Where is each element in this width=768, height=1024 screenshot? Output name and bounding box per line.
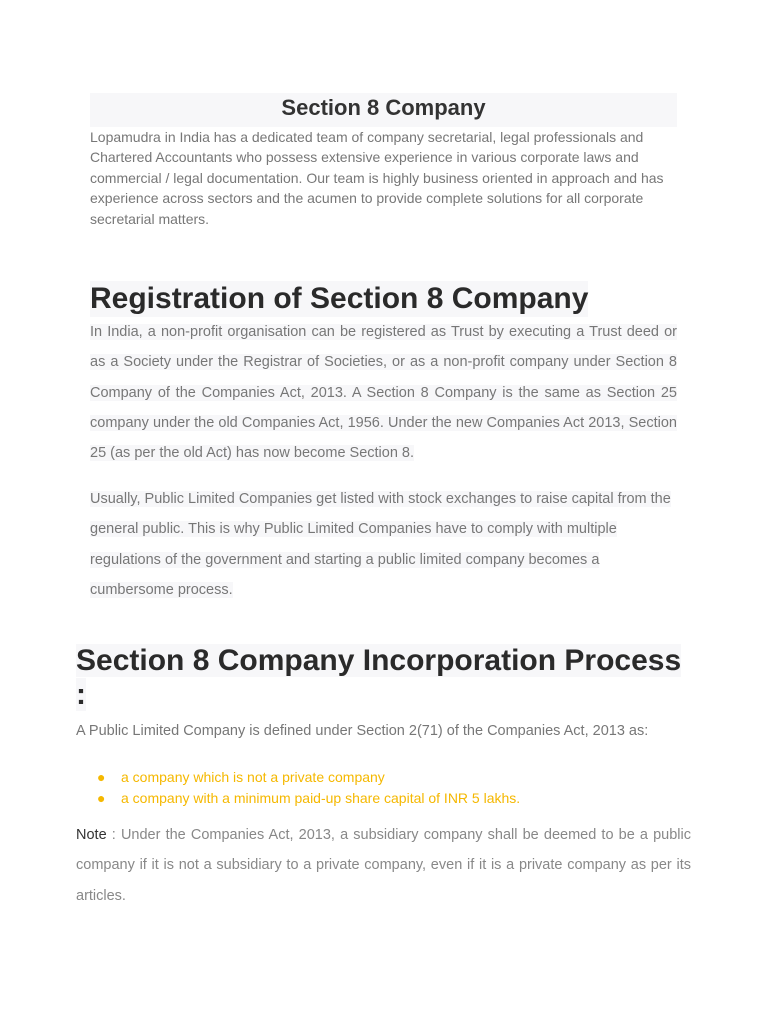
bullet-icon: ● — [97, 769, 106, 785]
note-text: : Under the Companies Act, 2013, a subsidiary company shall be deemed to be a public company if it is not a subsidiary to a private company, even if it is a private company as per its articles. — [76, 827, 691, 904]
registration-paragraph-2 — [90, 484, 680, 605]
incorporation-heading — [76, 644, 686, 712]
bullet-list — [97, 767, 520, 809]
registration-paragraph-2-text: Usually, Public Limited Companies get listed with stock exchanges to raise capital from the general public. This is why Public Limited Companies have to comply with multiple regulations of the government and starting a public limited company becomes a cumbersome process. — [90, 491, 671, 598]
intro-paragraph: Lopamudra in India has a dedicated team of company secretarial, legal professionals and Chartered Accountants who possess extensive experience in various corporate laws and commercial / legal documentation. Our team is highly business oriented in approach and has experience across sectors and the acumen to provide complete solutions for all corporate secretarial matters. — [90, 129, 664, 227]
note-paragraph — [76, 820, 691, 911]
list-item-text: a company with a minimum paid-up share capital of INR 5 lakhs. — [121, 790, 521, 806]
list-item — [97, 788, 520, 809]
section-title: Section 8 Company — [90, 93, 677, 127]
bullet-icon: ● — [97, 790, 106, 806]
note-label: Note — [76, 827, 107, 843]
incorporation-heading-text: Section 8 Company Incorporation Process : — [76, 644, 682, 711]
list-item-text: a company which is not a private company — [121, 769, 385, 785]
list-item — [97, 767, 520, 788]
definition-text: A Public Limited Company is defined under Section 2(71) of the Companies Act, 2013 as: — [76, 723, 649, 739]
registration-heading: Registration of Section 8 Company — [90, 282, 589, 315]
registration-paragraph-1 — [90, 317, 677, 468]
registration-paragraph-1-text: In India, a non-profit organisation can be registered as Trust by executing a Trust deed or as a Society under the Registrar of Societies, or as a non-profit company under Section 8 Company of the Companies Act, 2013. A Section 8 Company is the same as Section 25 company under the old Companies Act, 1956. Under the new Companies Act 2013, Section 25 (as per the old Act) has now become Section 8. — [90, 324, 677, 462]
